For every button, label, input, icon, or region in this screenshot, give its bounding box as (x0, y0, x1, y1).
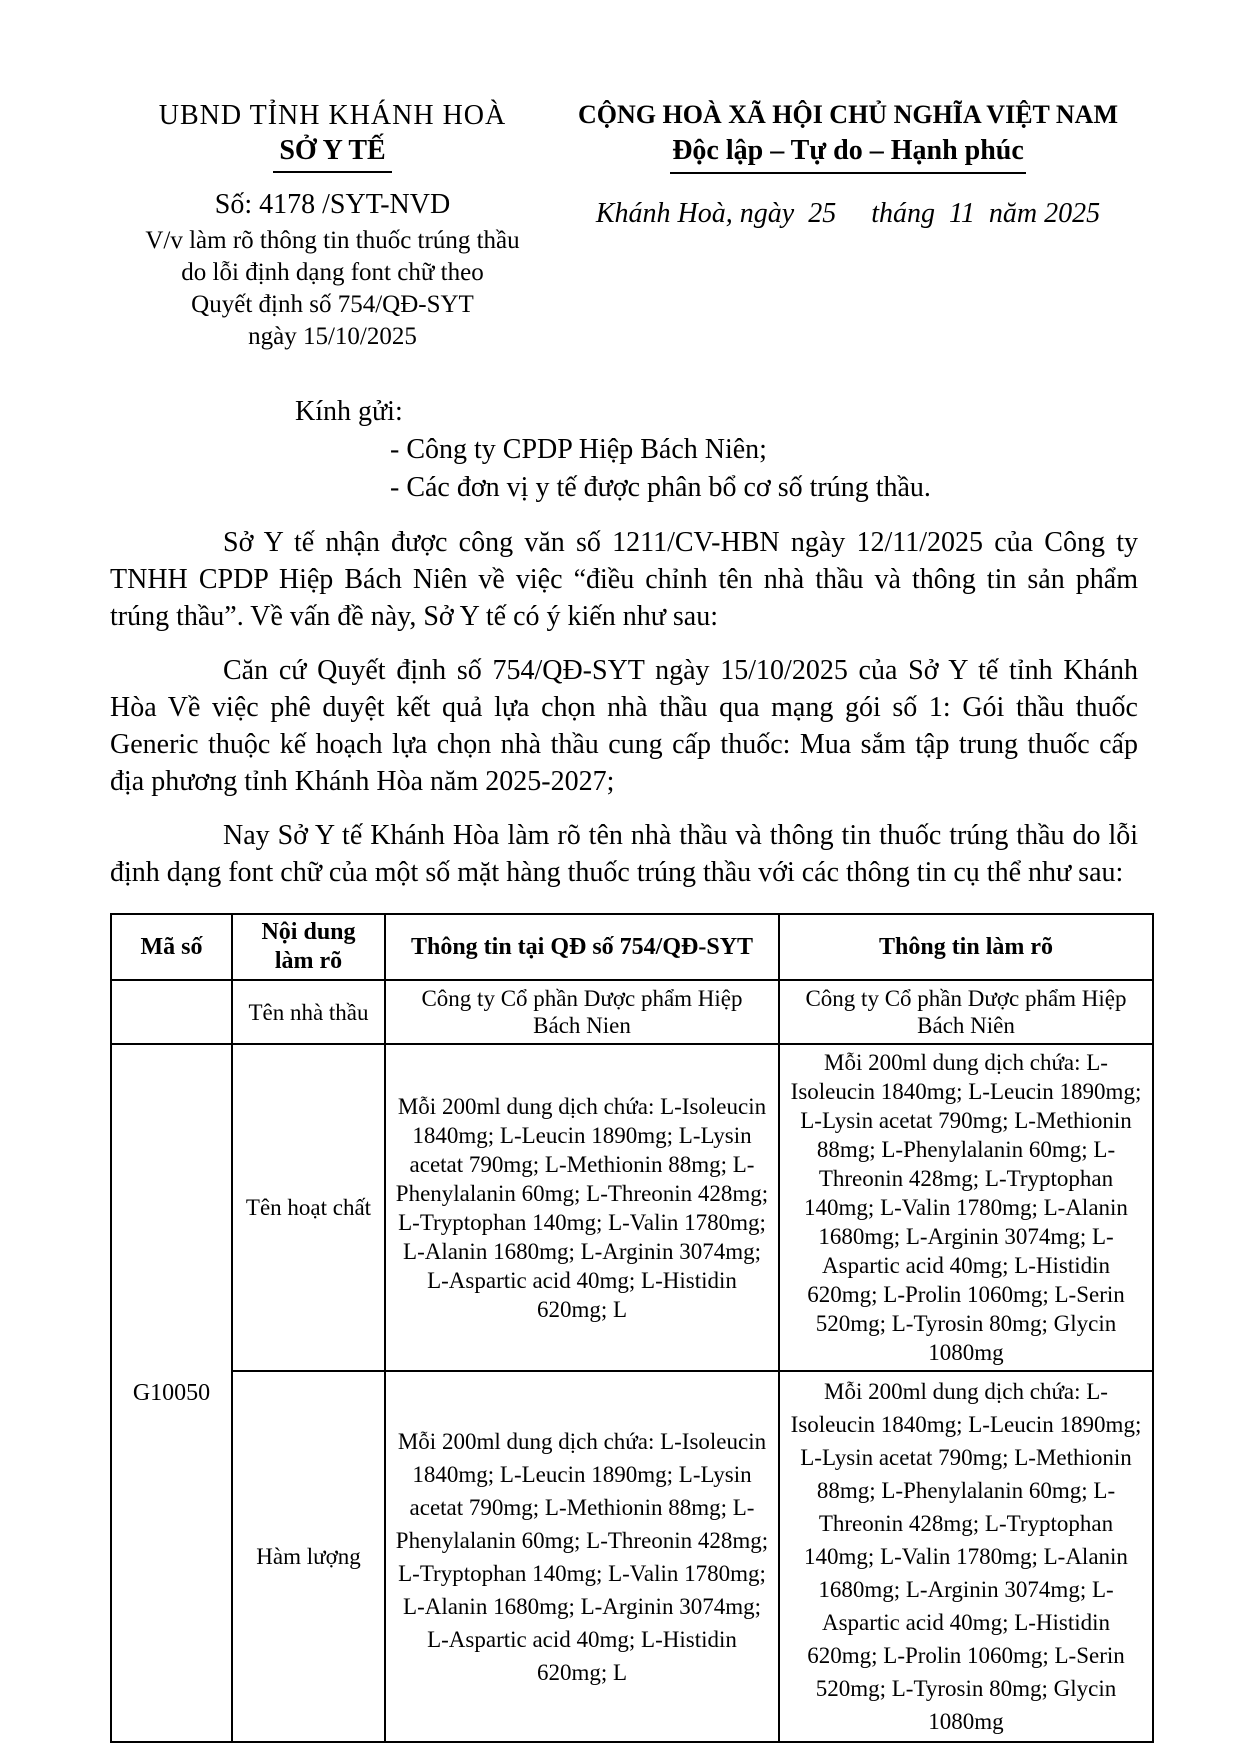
document-number: Số: 4178 /SYT-NVD (214, 189, 451, 220)
subject-line: V/v làm rõ thông tin thuốc trúng thầu (145, 227, 520, 254)
document-subject (110, 225, 555, 353)
recipient-line: - Công ty CPDP Hiệp Bách Niên; (390, 434, 767, 465)
national-header-block (555, 100, 1141, 230)
national-motto: Độc lập – Tự do – Hạnh phúc (555, 135, 1141, 174)
cell-active-new: Mỗi 200ml dung dịch chứa: L-Isoleucin 1840mg; L-Leucin 1890mg; L-Lysin acetat 790mg; L-Methionin 88mg; L-Phenylalanin 60mg; L-Threonin 428mg; L-Tryptophan 140mg; L-Valin 1780mg; L-Alanin 1680mg; L-Arginin 3074mg; L-Aspartic acid 40mg; L-Histidin 620mg; L-Prolin 1060mg; L-Serin 520mg; L-Tyrosin 80mg; Glycin 1080mg (779, 1044, 1153, 1371)
parent-agency-name: UBND TỈNH KHÁNH HOÀ (158, 100, 507, 131)
national-title: CỘNG HOÀ XÃ HỘI CHỦ NGHĨA VIỆT NAM (577, 100, 1119, 129)
body-paragraph-3: Nay Sở Y tế Khánh Hòa làm rõ tên nhà thầu và thông tin thuốc trúng thầu do lỗi định dạng font chữ của một số mặt hàng thuốc trúng thầu với các thông tin cụ thể như sau: (110, 820, 1138, 888)
cell-vendor-new: Công ty Cổ phần Dược phẩm Hiệp Bách Niên (779, 980, 1153, 1044)
cell-content-label: Tên hoạt chất (232, 1044, 385, 1371)
salutation-block (110, 393, 1141, 507)
cell-strength-old: Mỗi 200ml dung dịch chứa: L-Isoleucin 1840mg; L-Leucin 1890mg; L-Lysin acetat 790mg; L-Methionin 88mg; L-Phenylalanin 60mg; L-Threonin 428mg; L-Tryptophan 140mg; L-Valin 1780mg; L-Alanin 1680mg; L-Arginin 3074mg; L-Aspartic acid 40mg; L-Histidin 620mg; L (385, 1371, 779, 1742)
header-cell-content: Nội dung làm rõ (232, 914, 385, 980)
place-date-line: Khánh Hoà, ngày 25 tháng 11 năm 2025 (595, 198, 1101, 229)
header-cell-code: Mã số (111, 914, 232, 980)
table-row-strength (111, 1371, 1153, 1742)
table-row-active-ingredient (111, 1044, 1153, 1371)
cell-drug-code: G10050 (111, 1044, 232, 1742)
subject-line: do lỗi định dạng font chữ theo (181, 259, 484, 286)
cell-code-empty (111, 980, 232, 1044)
recipient-line: - Các đơn vị y tế được phân bổ cơ số trúng thầu. (390, 472, 931, 503)
department-name: SỞ Y TẾ (110, 135, 555, 173)
header-cell-old-info: Thông tin tại QĐ số 754/QĐ-SYT (385, 914, 779, 980)
table-header-row (111, 914, 1153, 980)
table-row-vendor-name (111, 980, 1153, 1044)
subject-line: Quyết định số 754/QĐ-SYT (191, 291, 474, 318)
cell-strength-new: Mỗi 200ml dung dịch chứa: L-Isoleucin 1840mg; L-Leucin 1890mg; L-Lysin acetat 790mg; L-Methionin 88mg; L-Phenylalanin 60mg; L-Threonin 428mg; L-Tryptophan 140mg; L-Valin 1780mg; L-Alanin 1680mg; L-Arginin 3074mg; L-Aspartic acid 40mg; L-Histidin 620mg; L-Prolin 1060mg; L-Serin 520mg; L-Tyrosin 80mg; Glycin 1080mg (779, 1371, 1153, 1742)
cell-vendor-old: Công ty Cổ phần Dược phẩm Hiệp Bách Nien (385, 980, 779, 1044)
subject-line: ngày 15/10/2025 (248, 323, 417, 350)
header-cell-new-info: Thông tin làm rõ (779, 914, 1153, 980)
salutation-label: Kính gửi: (295, 396, 403, 427)
body-paragraph-2: Căn cứ Quyết định số 754/QĐ-SYT ngày 15/10/2025 của Sở Y tế tỉnh Khánh Hòa Về việc phê duyệt kết quả lựa chọn nhà thầu qua mạng gói số 1: Gói thầu thuốc Generic thuộc kế hoạch lựa chọn nhà thầu cung cấp thuốc: Mua sắm tập trung thuốc cấp địa phương tỉnh Khánh Hòa năm 2025-2027; (110, 655, 1138, 797)
body-paragraph-1: Sở Y tế nhận được công văn số 1211/CV-HBN ngày 12/11/2025 của Công ty TNHH CPDP Hiệp Bách Niên về việc “điều chỉnh tên nhà thầu và thông tin sản phẩm trúng thầu”. Về vấn đề này, Sở Y tế có ý kiến như sau: (110, 527, 1138, 632)
cell-content-label: Hàm lượng (232, 1371, 385, 1742)
cell-content-label: Tên nhà thầu (232, 980, 385, 1044)
issuing-agency-block (110, 100, 555, 353)
clarification-table (110, 913, 1154, 1743)
cell-active-old: Mỗi 200ml dung dịch chứa: L-Isoleucin 1840mg; L-Leucin 1890mg; L-Lysin acetat 790mg; L-Methionin 88mg; L-Phenylalanin 60mg; L-Threonin 428mg; L-Tryptophan 140mg; L-Valin 1780mg; L-Alanin 1680mg; L-Arginin 3074mg; L-Aspartic acid 40mg; L-Histidin 620mg; L (385, 1044, 779, 1371)
document-header (110, 100, 1141, 353)
